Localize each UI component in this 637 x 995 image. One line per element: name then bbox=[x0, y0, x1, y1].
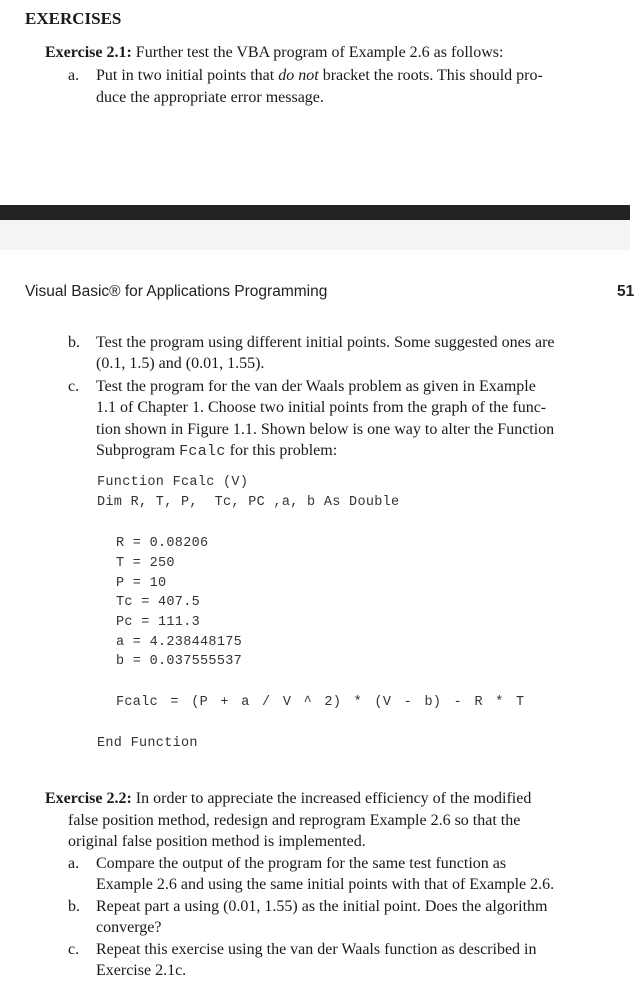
list-marker: b. bbox=[68, 898, 80, 915]
code-line: P = 10 bbox=[116, 576, 167, 591]
emphasis-text: do not bbox=[278, 67, 319, 84]
code-line: R = 0.08206 bbox=[116, 536, 209, 551]
list-item-c-line: Exercise 2.1c. bbox=[96, 962, 187, 979]
list-item-c-line bbox=[96, 440, 337, 462]
list-item-a-line: Example 2.6 and using the same initial points with that of Example 2.6. bbox=[96, 876, 555, 893]
list-marker: c. bbox=[68, 941, 80, 958]
code-line: End Function bbox=[97, 736, 198, 751]
code-line: Tc = 407.5 bbox=[116, 595, 201, 610]
code-line: Fcalc = (P + a / V ^ 2) * (V - b) - R * T bbox=[116, 695, 525, 710]
list-marker: b. bbox=[68, 334, 80, 351]
text-fragment: Subprogram bbox=[96, 442, 180, 459]
code-line: b = 0.037555537 bbox=[116, 654, 243, 669]
list-item-b-line: Test the program using different initial points. Some suggested ones are bbox=[96, 334, 555, 351]
list-marker: c. bbox=[68, 378, 80, 395]
code-line: a = 4.238448175 bbox=[116, 635, 243, 650]
list-item-c-line: 1.1 of Chapter 1. Choose two initial points from the graph of the func- bbox=[96, 399, 547, 416]
text-fragment: bracket the roots. This should pro- bbox=[318, 67, 543, 84]
paragraph-line: original false position method is implemented. bbox=[68, 833, 366, 850]
page-gap bbox=[0, 220, 630, 250]
section-heading: EXERCISES bbox=[25, 9, 122, 28]
list-item-b-line: (0.1, 1.5) and (0.01, 1.55). bbox=[96, 355, 265, 372]
list-item-c-line: Repeat this exercise using the van der Waals function as described in bbox=[96, 941, 537, 958]
page-number: 51 bbox=[617, 283, 635, 300]
exercise-2-1-heading bbox=[45, 42, 503, 63]
list-marker: a. bbox=[68, 67, 80, 84]
exercise-label: Exercise 2.1: bbox=[45, 44, 132, 61]
inline-code: Fcalc bbox=[179, 443, 226, 460]
list-item-c-line: Test the program for the van der Waals problem as given in Example bbox=[96, 378, 536, 395]
code-line: T = 250 bbox=[116, 556, 175, 571]
exercise-2-2-heading bbox=[45, 788, 531, 809]
list-item-b-line: Repeat part a using (0.01, 1.55) as the initial point. Does the algorithm bbox=[96, 898, 548, 915]
list-item-a-line: duce the appropriate error message. bbox=[96, 89, 324, 106]
list-item-a-line bbox=[96, 65, 543, 86]
list-item-a-line: Compare the output of the program for the same test function as bbox=[96, 855, 507, 872]
code-line: Pc = 111.3 bbox=[116, 615, 201, 630]
text-fragment: for this problem: bbox=[225, 442, 338, 459]
list-item-b-line: converge? bbox=[96, 919, 162, 936]
list-marker: a. bbox=[68, 855, 80, 872]
text-fragment: In order to appreciate the increased efficiency of the modified bbox=[131, 790, 532, 807]
previous-page-fragment bbox=[0, 0, 630, 205]
text-fragment: Put in two initial points that bbox=[96, 67, 279, 84]
list-item-c-line: tion shown in Figure 1.1. Shown below is one way to alter the Function bbox=[96, 421, 555, 438]
running-title: Visual Basic® for Applications Programming bbox=[25, 283, 328, 300]
exercise-intro: Further test the VBA program of Example 2.6 as follows: bbox=[131, 44, 504, 61]
code-line: Dim R, T, P, Tc, PC ,a, b As Double bbox=[97, 495, 400, 510]
page-divider-band bbox=[0, 205, 630, 220]
paragraph-line: false position method, redesign and reprogram Example 2.6 so that the bbox=[68, 812, 521, 829]
exercise-label: Exercise 2.2: bbox=[45, 790, 132, 807]
code-line: Function Fcalc (V) bbox=[97, 475, 249, 490]
